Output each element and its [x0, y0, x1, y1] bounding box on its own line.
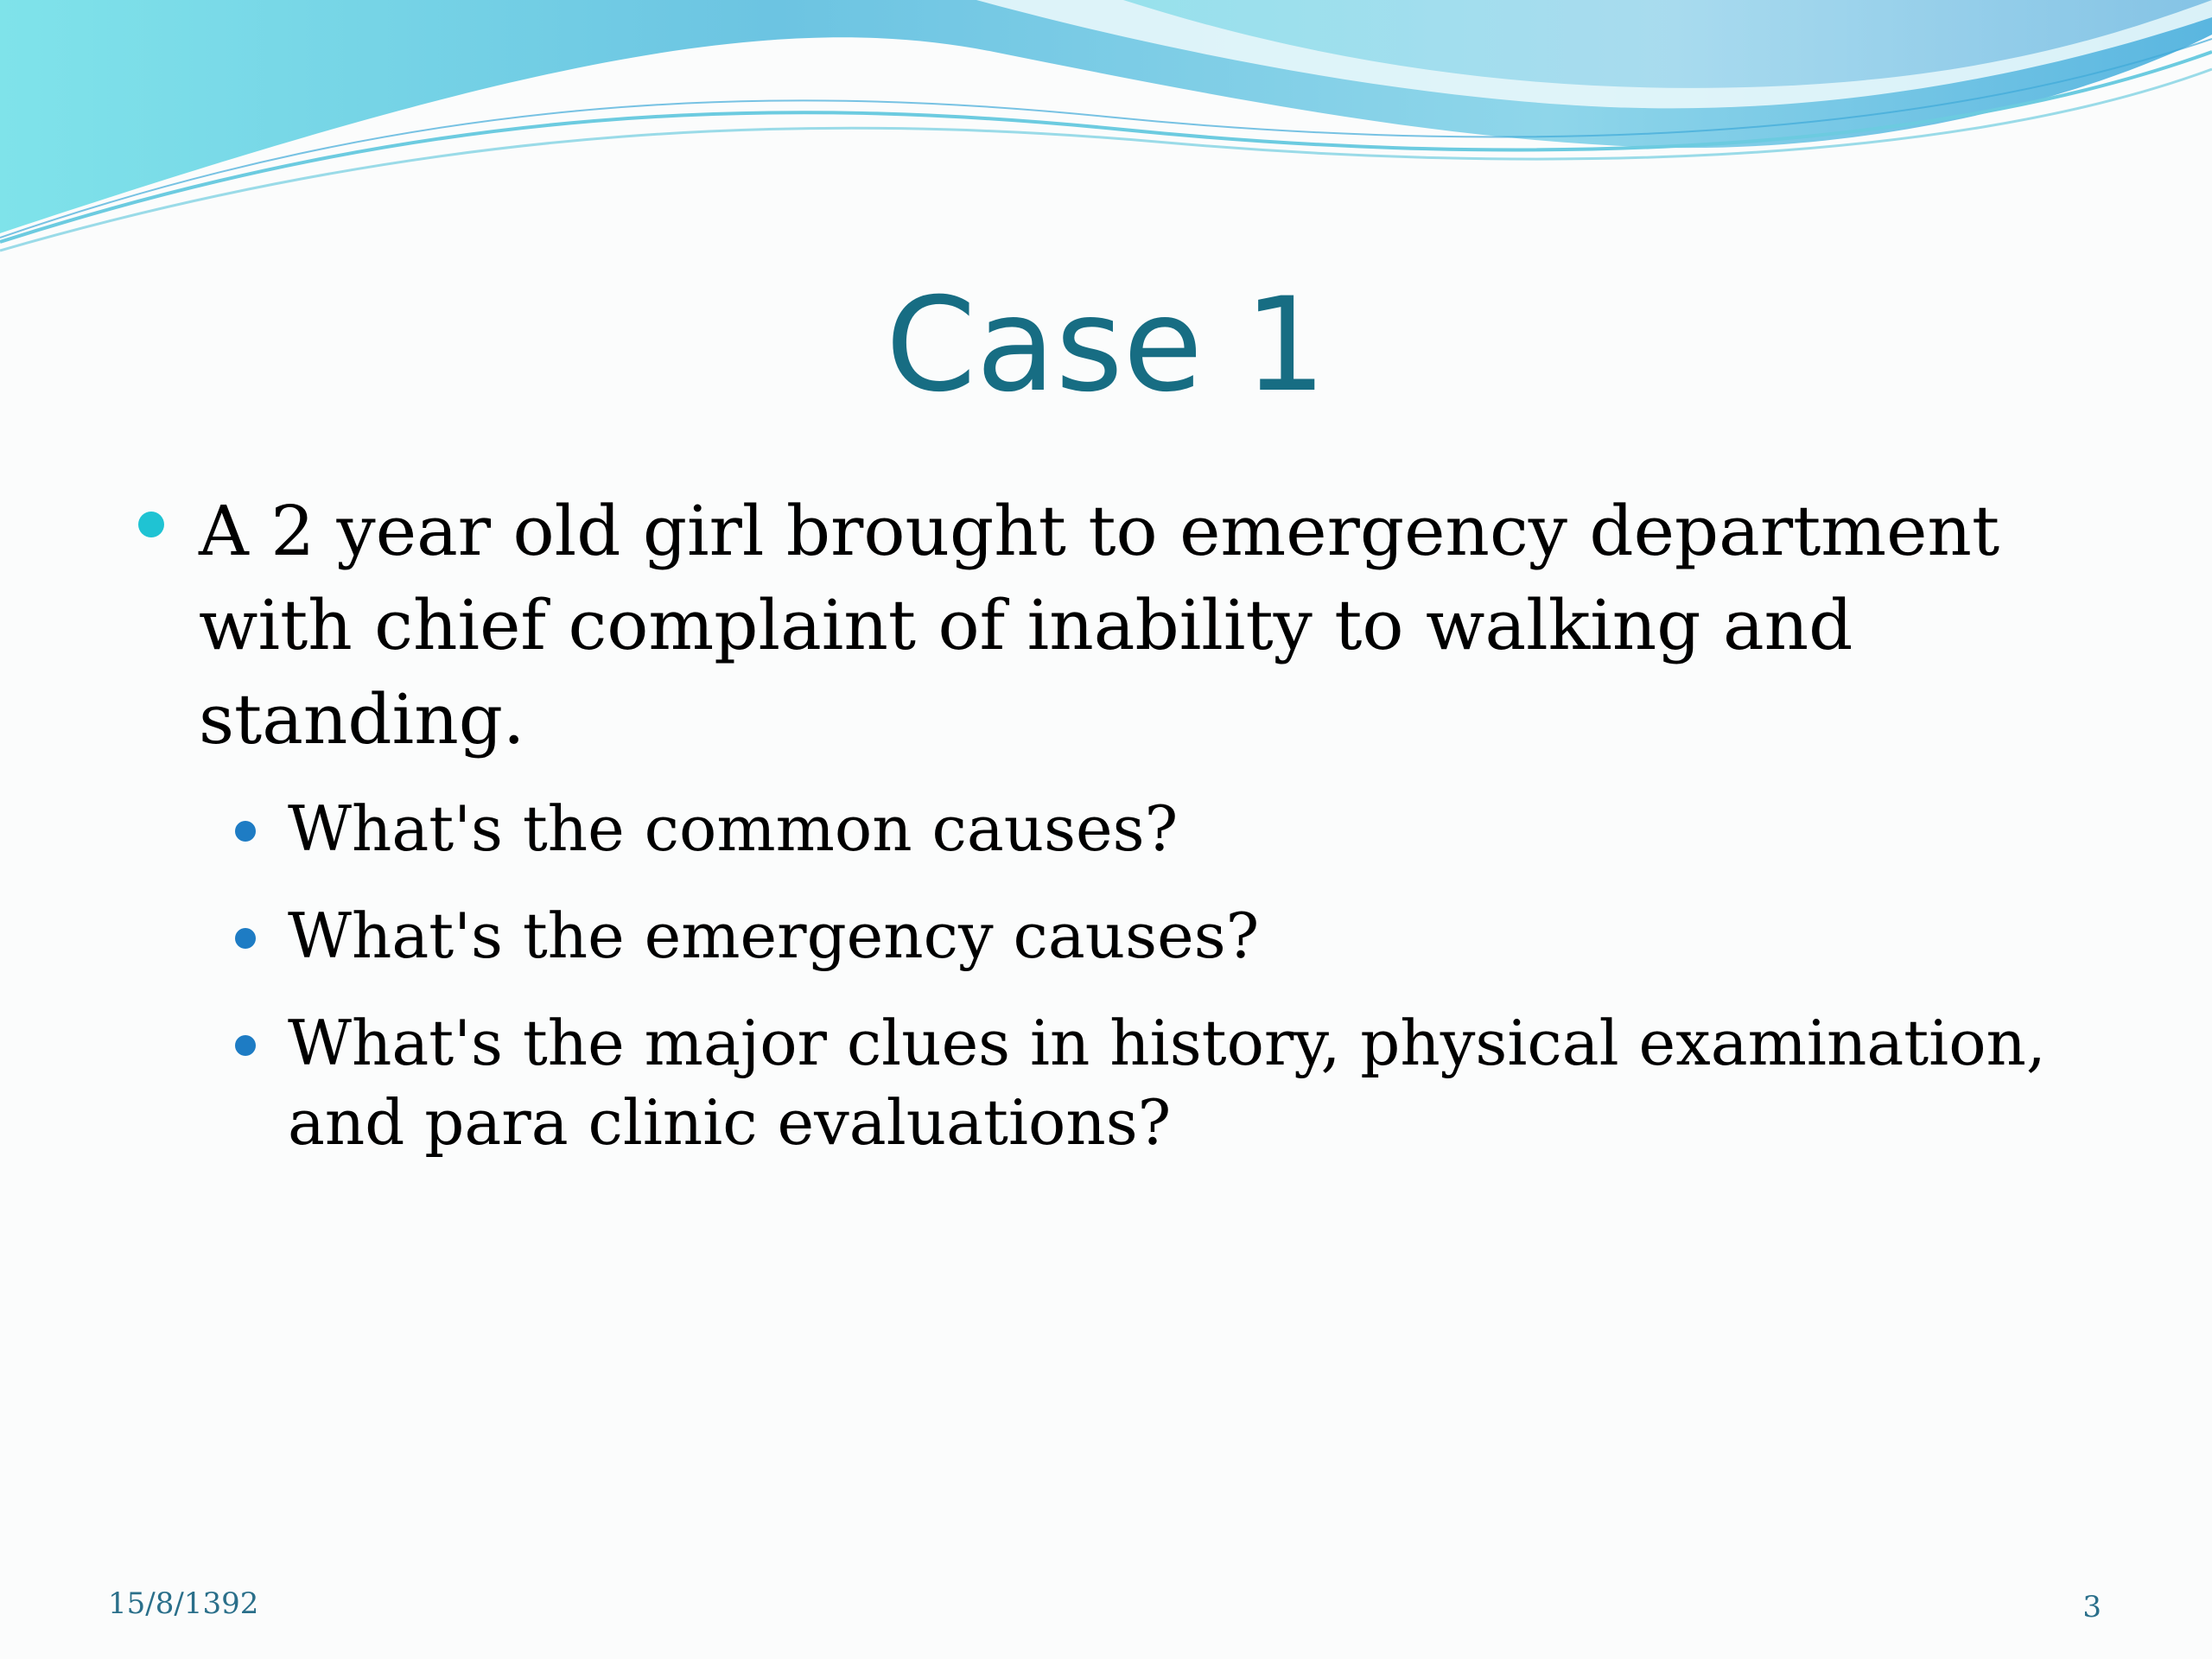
- footer-page-number: 3: [2082, 1590, 2101, 1624]
- sub-bullet-item-major-clues: [138, 1003, 2091, 1162]
- sub-bullet-dot-icon: [235, 821, 256, 842]
- sub-bullet-item-common-causes: [138, 789, 2091, 868]
- sub-bullet-text: What's the common causes?: [288, 792, 1179, 865]
- slide-title: Case 1: [885, 270, 1327, 421]
- bullet-dot-icon: [138, 512, 164, 537]
- sub-bullet-text: What's the emergency causes?: [288, 899, 1260, 972]
- bullet-item-case-description: [138, 484, 2091, 766]
- bullet-text: A 2 year old girl brought to emergency department with chief complaint of inability to walking and standing.: [199, 491, 2000, 760]
- sub-bullet-list: [138, 789, 2091, 1162]
- sub-bullet-item-emergency-causes: [138, 896, 2091, 976]
- header-wave-decoration: [0, 0, 2212, 259]
- slide-body: [138, 484, 2091, 1190]
- sub-bullet-dot-icon: [235, 928, 256, 949]
- footer-date: 15/8/1392: [108, 1586, 259, 1621]
- sub-bullet-dot-icon: [235, 1035, 256, 1056]
- sub-bullet-text: What's the major clues in history, physical examination, and para clinic evaluations?: [288, 1007, 2046, 1159]
